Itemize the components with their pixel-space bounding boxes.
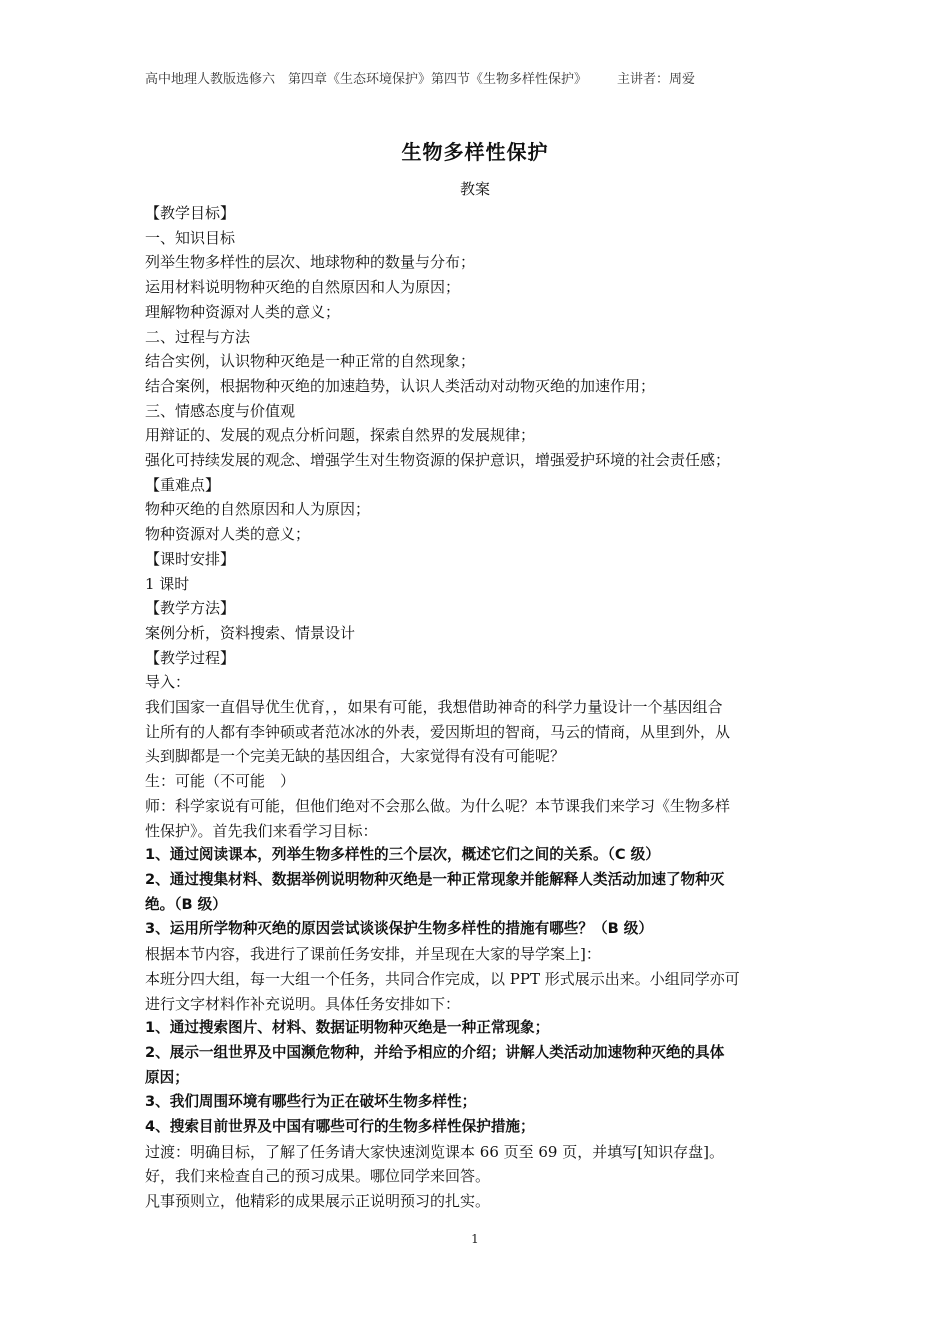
body-line: 列举生物多样性的层次、地球物种的数量与分布； (145, 253, 476, 272)
body-line: 【教学目标】 (145, 204, 236, 222)
body-line: 运用材料说明物种灭绝的自然原因和人为原因； (145, 278, 461, 297)
body-line: 原因； (145, 1068, 189, 1086)
page-number: 1 (471, 1232, 479, 1246)
body-line: 3、我们周围环境有哪些行为正在破坏生物多样性； (145, 1093, 477, 1111)
body-line: 1、通过搜索图片、材料、数据证明物种灭绝是一种正常现象； (145, 1019, 550, 1037)
body-line: 1、通过阅读课本，列举生物多样性的三个层次，概述它们之间的关系。（C 级） (145, 846, 660, 864)
body-line: 师：科学家说有可能，但他们绝对不会那么做。为什么呢？本节课我们来学习《生物多样 (145, 796, 731, 815)
header-presenter: 主讲者：周爱 (617, 72, 696, 87)
body-line: 3、运用所学物种灭绝的原因尝试谈谈保护生物多样性的措施有哪些？（B 级） (145, 920, 653, 938)
body-line: 进行文字材料作补充说明。具体任务安排如下： (145, 994, 461, 1013)
body-line: 2、展示一组世界及中国濒危物种，并给予相应的介绍；讲解人类活动加速物种灭绝的具体 (145, 1043, 725, 1061)
body-line: 案例分析，资料搜索、情景设计 (145, 623, 356, 642)
body-line: 2、通过搜集材料、数据举例说明物种灭绝是一种正常现象并能解释人类活动加速了物种灭 (145, 870, 725, 888)
body-line: 导入： (145, 673, 191, 692)
document-subtitle: 教案 (459, 180, 490, 198)
document-title: 生物多样性保护 (401, 140, 549, 164)
body-line: 绝。（B 级） (145, 895, 227, 913)
body-line: 1 课时 (145, 574, 190, 593)
body-line: 三、情感态度与价值观 (145, 401, 296, 420)
page-header (145, 68, 695, 87)
body-line: 我们国家一直倡导优生优育，，如果有可能，我想借助神奇的科学力量设计一个基因组合 (145, 698, 723, 717)
body-line: 头到脚都是一个完美无缺的基因组合，大家觉得有没有可能呢？ (145, 747, 566, 766)
body-line: 一、知识目标 (145, 228, 236, 247)
body-line: 根据本节内容，我进行了课前任务安排，并呈现在大家的导学案上]： (145, 945, 601, 964)
body-line: 物种灭绝的自然原因和人为原因； (145, 500, 371, 519)
body-line: 让所有的人都有李钟硕或者范冰冰的外表，爱因斯坦的智商，马云的情商，从里到外，从 (145, 722, 731, 741)
body-line: 过渡：明确目标，了解了任务请大家快速浏览课本 66 页至 69 页，并填写[知识存盘]。 (145, 1142, 724, 1161)
body-line: 理解物种资源对人类的意义； (145, 302, 341, 321)
body-line: 结合案例，根据物种灭绝的加速趋势，认识人类活动对动物灭绝的加速作用； (145, 376, 656, 395)
body-line: 用辩证的、发展的观点分析问题，探索自然界的发展规律； (145, 426, 536, 445)
document-body (145, 201, 815, 1214)
body-line: 【重难点】 (145, 475, 221, 494)
body-line: 本班分四大组，每一大组一个任务，共同合作完成，以 PPT 形式展示出来。小组同学亦可 (145, 969, 740, 988)
body-line: 物种资源对人类的意义； (145, 525, 311, 544)
body-line: 【教学方法】 (145, 599, 236, 618)
body-line: 强化可持续发展的观念、增强学生对生物资源的保护意识，增强爱护环境的社会责任感； (145, 451, 731, 470)
body-line: 凡事预则立，他精彩的成果展示正说明预习的扎实。 (145, 1192, 491, 1211)
body-line: 【课时安排】 (145, 549, 236, 568)
body-line: 好，我们来检查自己的预习成果。哪位同学来回答。 (145, 1167, 491, 1186)
body-line: 4、搜索目前世界及中国有哪些可行的生物多样性保护措施； (145, 1118, 535, 1136)
body-line: 【教学过程】 (145, 648, 236, 667)
header-course: 高中地理人教版选修六 第四章《生态环境保护》第四节《生物多样性保护》 (145, 72, 588, 87)
body-line: 二、过程与方法 (145, 327, 251, 346)
body-line: 结合实例，认识物种灭绝是一种正常的自然现象； (145, 352, 476, 371)
body-line: 性保护》。首先我们来看学习目标： (145, 821, 378, 840)
body-line: 生：可能（不可能 ） (145, 772, 296, 791)
